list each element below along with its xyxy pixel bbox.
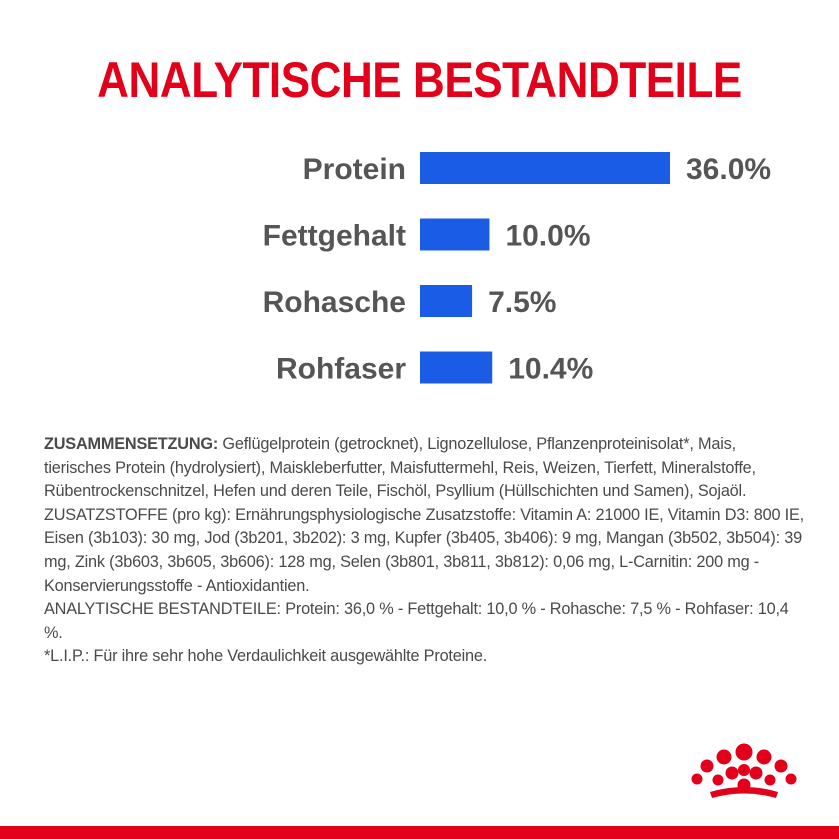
composition-label: ZUSAMMENSETZUNG:	[44, 435, 219, 453]
category-label: Fettgehalt	[262, 219, 406, 253]
category-label: Rohasche	[262, 286, 406, 319]
footnote-text: *L.I.P.: Für ihre sehr hohe Verdaulichkeit ausgewählte Proteine.	[44, 647, 488, 666]
crown-icon	[688, 742, 800, 804]
page-title: ANALYTISCHE BESTANDTEILE	[97, 52, 742, 108]
composition-block	[44, 433, 804, 669]
category-label: Rohfaser	[275, 352, 406, 386]
value-label: 36.0%	[686, 153, 772, 186]
additives-text: ZUSATZSTOFFE (pro kg): Ernährungsphysiologische Zusatzstoffe: Vitamin A: 21000 IE, Vitamin D3: 800 IE, Eisen (3b103): 30 mg, Jod (3b201, 3b202): 3 mg, Kupfer (3b405, 3b406): 9 mg, Mangan (3b502, 3b504): 39 mg, Zink (3b603, 3b605, 3b606): 128 mg, Selen (3b801, 3b811, 3b812): 0,06 mg, L-Carnitin: 200 mg - Konservierungsstoffe - Antioxidantien.	[44, 505, 804, 595]
value-label: 10.0%	[505, 219, 591, 253]
nutrient-bar-chart	[0, 140, 839, 400]
bar	[420, 285, 472, 317]
category-label: Protein	[302, 153, 406, 186]
bar	[420, 219, 489, 251]
bar	[420, 352, 492, 384]
analytical-text: ANALYTISCHE BESTANDTEILE: Protein: 36,0 % - Fettgehalt: 10,0 % - Rohasche: 7,5 % - Rohfaser: 10,4 %.	[44, 600, 789, 642]
composition-paragraph	[44, 433, 804, 504]
value-label: 10.4%	[508, 352, 594, 386]
value-label: 7.5%	[488, 286, 557, 319]
bar	[420, 152, 670, 184]
composition-text: Geflügelprotein (getrocknet), Lignozellulose, Pflanzenproteinisolat*, Mais, tierisches Protein (hydrolysiert), Maiskleberfutter, Maisfuttermehl, Reis, Weizen, Tierfett, Mineralstoffe, Rübentrockenschnitzel, Hefen und deren Teile, Fischöl, Psyllium (Hüllschichten und Samen), Sojaöl.	[44, 435, 756, 501]
bottom-brand-bar	[0, 826, 839, 839]
